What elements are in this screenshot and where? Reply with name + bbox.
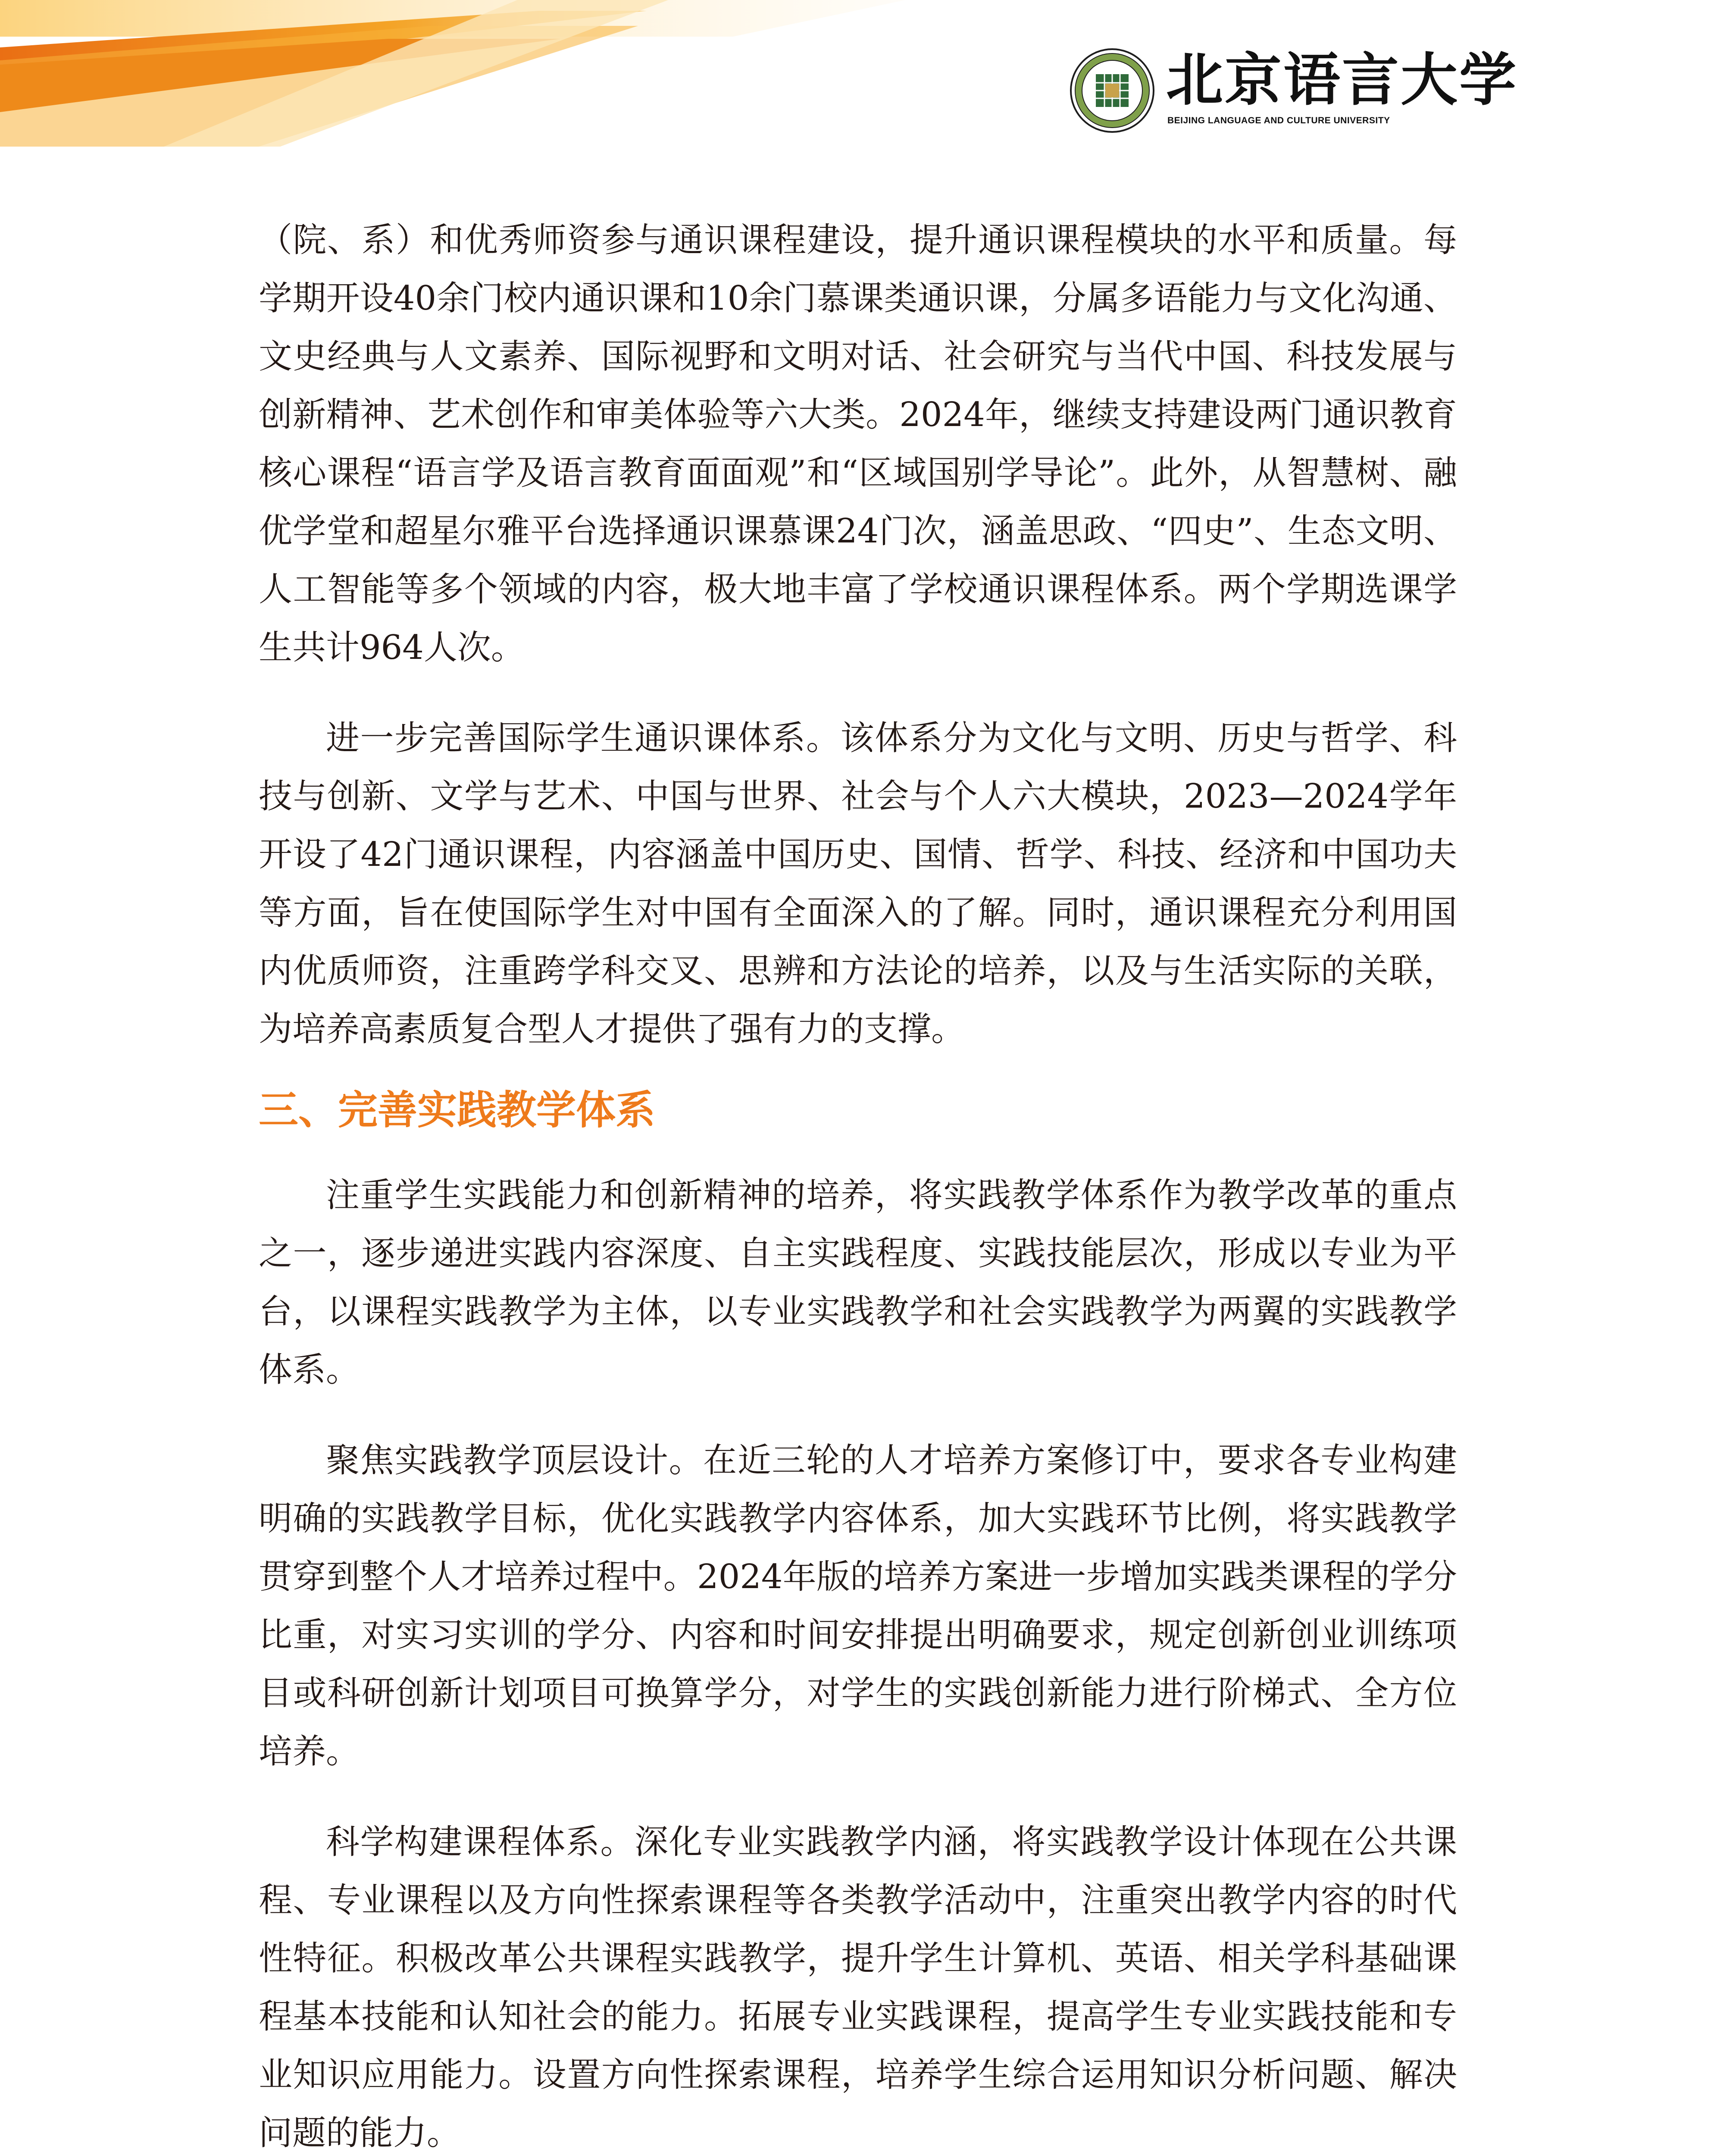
section-heading: 三、完善实践教学体系 [259,1087,656,1133]
paragraph-spacer [259,1143,1457,1166]
body-paragraph: （院、系）和优秀师资参与通识课程建设，提升通识课程模块的水平和质量。每学期开设40余门校内通识课和10余门慕课类通识课，分属多语能力与文化沟通、文史经典与人文素养、国际视野和文明对话、社会研究与当代中国、科技发展与创新精神、艺术创作和审美体验等六大类。2024年，继续支持建设两门通识教育核心课程“语言学及语言教育面面观”和“区域国别学导论”。此外，从智慧树、融优学堂和超星尔雅平台选择通识课慕课24门次，涵盖思政、“四史”、生态文明、人工智能等多个领域的内容，极大地丰富了学校通识课程体系。两个学期选课学生共计964人次。 [259,221,1457,667]
body-paragraph: 聚焦实践教学顶层设计。在近三轮的人才培养方案修订中，要求各专业构建明确的实践教学目标，优化实践教学内容体系，加大实践环节比例，将实践教学贯穿到整个人才培养过程中。2024年版的培养方案进一步增加实践类课程的学分比重，对实习实训的学分、内容和时间安排提出明确要求，规定创新创业训练项目或科研创新计划项目可换算学分，对学生的实践创新能力进行阶梯式、全方位培养。 [259,1441,1457,1771]
paragraph-spacer [259,1059,1457,1078]
page-content [259,211,1457,2156]
university-logo [1069,47,1518,142]
paragraph-spacer [259,677,1457,709]
paragraph-spacer [259,1399,1457,1432]
body-paragraph: 科学构建课程体系。深化专业实践教学内涵，将实践教学设计体现在公共课程、专业课程以及方向性探索课程等各类教学活动中，注重突出教学内容的时代性特征。积极改革公共课程实践教学，提升学生计算机、英语、相关学科基础课程基本技能和认知社会的能力。拓展专业实践课程，提高学生专业实践技能和专业知识应用能力。设置方向性探索课程，培养学生综合运用知识分析问题、解决问题的能力。 [259,1823,1457,2153]
body-paragraph: 进一步完善国际学生通识课体系。该体系分为文化与文明、历史与哲学、科技与创新、文学与艺术、中国与世界、社会与个人六大模块，2023—2024学年开设了42门通识课程，内容涵盖中国历史、国情、哲学、科技、经济和中国功夫等方面，旨在使国际学生对中国有全面深入的了解。同时，通识课程充分利用国内优质师资，注重跨学科交叉、思辨和方法论的培养，以及与生活实际的关联，为培养高素质复合型人才提供了强有力的支撑。 [259,719,1457,1049]
university-seal-icon [1069,47,1155,134]
university-name-chinese: 北京语言大学 [1166,47,1518,113]
paragraph-spacer [259,1781,1457,1813]
body-paragraph: 注重学生实践能力和创新精神的培养，将实践教学体系作为教学改革的重点之一，逐步递进实践内容深度、自主实践程度、实践技能层次，形成以专业为平台，以课程实践教学为主体，以专业实践教学和社会实践教学为两翼的实践教学体系。 [259,1176,1457,1389]
university-name-english: BEIJING LANGUAGE AND CULTURE UNIVERSITY [1167,116,1390,125]
